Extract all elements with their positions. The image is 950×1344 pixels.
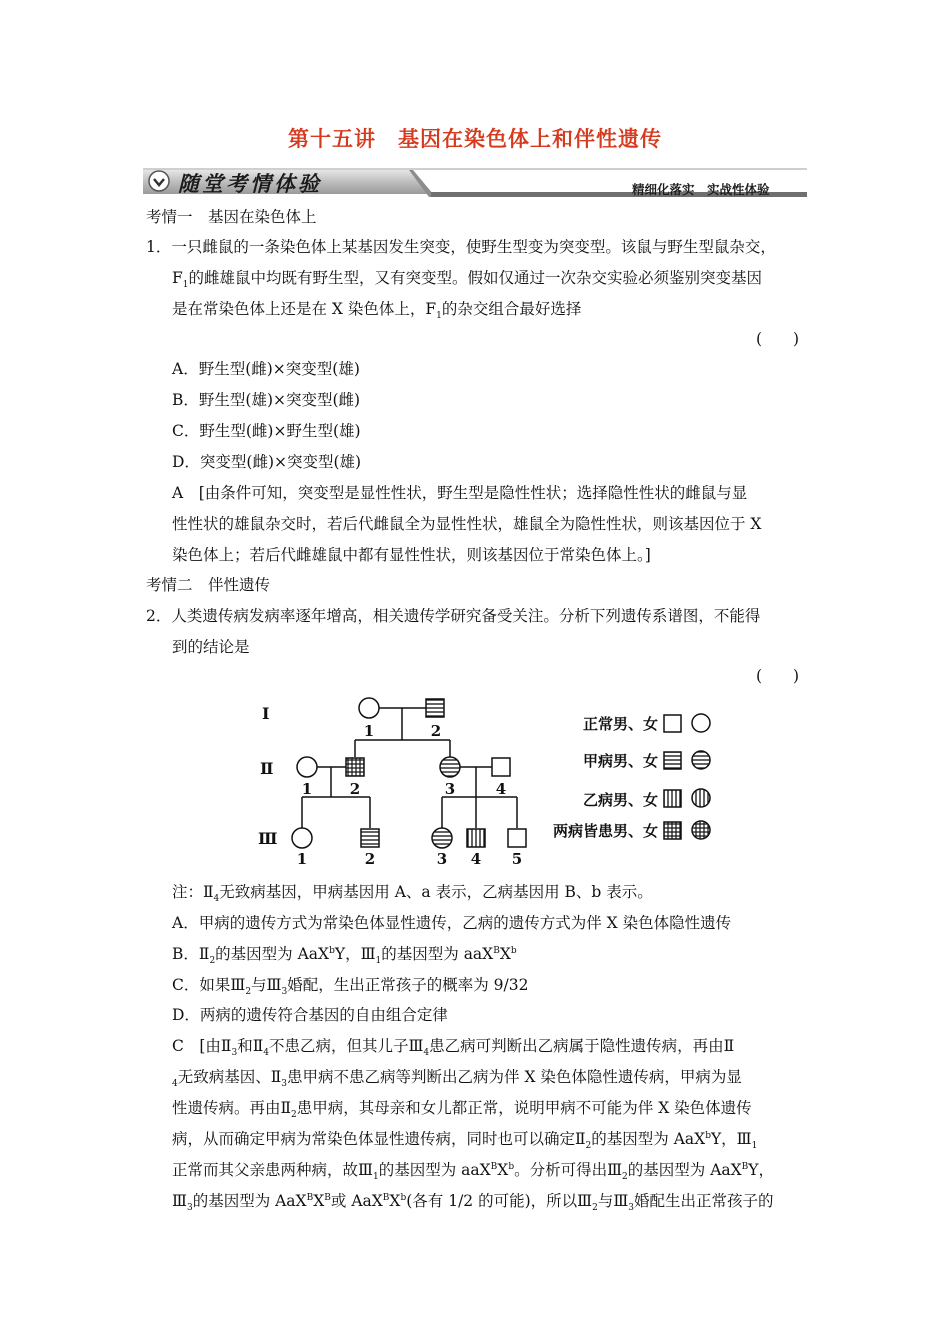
banner-slogan: 精细化落实 实战性体验 [632,182,770,197]
q1-explanation-line1: A [由条件可知，突变型是显性性状，野生型是隐性性状；选择隐性性状的雌鼠与显 [172,484,748,502]
q2-line2: 到的结论是 [172,638,250,656]
q2-option-a: A．甲病的遗传方式为常染色体显性遗传，乙病的遗传方式为伴 X 染色体隐性遗传 [172,914,732,932]
q1-explanation-line3: 染色体上；若后代雌雄鼠中都有显性性状，则该基因位于常染色体上。] [172,546,651,564]
legend-disease-b-male-symbol [664,790,681,807]
label-II2: 2 [349,780,361,798]
pedigree-III3-disease-a-female [432,828,452,848]
generation-I-label: Ⅰ [262,704,270,723]
q2-option-b: B．$Ⅱ_2$的基因型为 AaX$^b$Y，$Ⅲ_1$的基因型为 $aaX^BX^b$ [172,945,517,967]
q1-option-a: A．野生型(雌)×突变型(雄) [172,360,360,378]
q1-option-c: C．野生型(雌)×野生型(雄) [172,422,361,440]
legend-both-male-symbol [664,822,681,839]
legend-disease-a-male-symbol [664,752,681,769]
legend-normal-male-symbol [664,715,681,732]
page-title: 第十五讲 基因在染色体上和伴性遗传 [288,126,662,151]
label-III1: 1 [296,850,308,868]
q2-explanation-line1: C [由$Ⅱ_3$和$Ⅱ_4$不患乙病，但其儿子$Ⅲ_4$患乙病可判断出乙病属于隐性遗传病，再由Ⅱ [172,1037,735,1059]
pedigree-III2-disease-a-male [361,829,379,847]
pedigree-chart [250,690,720,870]
label-II1: 1 [301,780,313,798]
pedigree-I1-normal-female [359,698,379,718]
generation-II-label: Ⅱ [260,759,274,778]
q2-explanation-line5: 正常而其父亲患两种病，故$Ⅲ_1$的基因型为 $aaX^BX^b$。分析可得出$Ⅲ_2$的基因型为 AaX$^B$Y， [172,1161,775,1183]
legend-normal-label: 正常男、女 [582,715,658,733]
pedigree-II2-both-diseases-male [346,758,364,776]
pedigree-II3-disease-a-female [440,757,460,777]
pedigree-II4-normal-male [492,758,510,776]
q1-line2: $F_1$的雌雄鼠中均既有野生型，又有突变型。假如仅通过一次杂交实验必须鉴别突变基因 [172,269,763,291]
q2-explanation-line4: 病，从而确定甲病为常染色体显性遗传病，同时也可以确定$Ⅱ_2$的基因型为 AaX$^b$Y，$Ⅲ_1$ [172,1130,758,1152]
legend-disease-b-female-symbol [692,789,710,807]
legend-disease-b-label: 乙病男、女 [582,791,658,809]
q1-answer-bracket: ( ) [756,330,800,348]
q2-note: 注：$Ⅱ_4$无致病基因，甲病基因用 A、a 表示，乙病基因用 B、b 表示。 [172,883,653,905]
legend-both-female-symbol [692,821,710,839]
q2-option-d: D．两病的遗传符合基因的自由组合定律 [172,1006,448,1024]
label-II3: 3 [444,780,456,798]
label-I2: 2 [430,722,442,740]
legend-both-label: 两病皆患男、女 [552,822,658,840]
pedigree-III4-disease-b-male [467,829,485,847]
section1-heading: 考情一 基因在染色体上 [146,208,317,226]
pedigree-II1-normal-female [297,757,317,777]
q1-line3: 是在常染色体上还是在 X 染色体上，$F_1$的杂交组合最好选择 [172,300,582,322]
q2-explanation-line2: $_4$无致病基因、$Ⅱ_3$患甲病不患乙病等判断出乙病为伴 X 染色体隐性遗传病，甲病为显 [172,1068,742,1090]
legend-disease-a-label: 甲病男、女 [582,752,658,770]
pedigree-III5-normal-male [508,829,526,847]
q1-option-b: B．野生型(雄)×突变型(雌) [172,391,361,409]
q1-option-d: D．突变型(雌)×突变型(雄) [172,453,362,471]
label-III2: 2 [364,850,376,868]
pedigree-I2-disease-a-male [426,699,444,717]
q1-explanation-line2: 性性状的雄鼠杂交时，若后代雌鼠全为显性性状，雄鼠全为隐性性状，则该基因位于 X [172,515,762,533]
q2-answer-bracket: ( ) [756,667,800,685]
q2-explanation-line3: 性遗传病。再由$Ⅱ_2$患甲病，其母亲和女儿都正常，说明甲病不可能为伴 X 染色体遗传 [172,1099,752,1121]
q2-line1: 2．人类遗传病发病率逐年增高，相关遗传学研究备受关注。分析下列遗传系谱图，不能得 [146,607,761,625]
q2-option-c: C．如果$Ⅲ_2$与$Ⅲ_3$婚配，生出正常孩子的概率为 9/32 [172,976,529,998]
label-III5: 5 [511,850,523,868]
label-III3: 3 [436,850,448,868]
legend-disease-a-female-symbol [692,751,710,769]
q1-line1: 1．一只雌鼠的一条染色体上某基因发生突变，使野生型变为突变型。该鼠与野生型鼠杂交， [146,238,776,256]
q2-explanation-line6: $Ⅲ_3$的基因型为 $AaX^BX^B$或 $AaX^BX^b$(各有 1/2 的可能)，所以$Ⅲ_2$与$Ⅲ_3$婚配生出正常孩子的 [172,1192,774,1214]
label-II4: 4 [495,780,507,798]
section2-heading: 考情二 伴性遗传 [146,576,271,594]
legend-normal-female-symbol [692,714,710,732]
pedigree-III1-normal-female [292,828,312,848]
label-III4: 4 [470,850,482,868]
banner-title: 随堂考情体验 [178,171,322,196]
label-I1: 1 [363,722,375,740]
generation-III-label: Ⅲ [258,829,278,848]
